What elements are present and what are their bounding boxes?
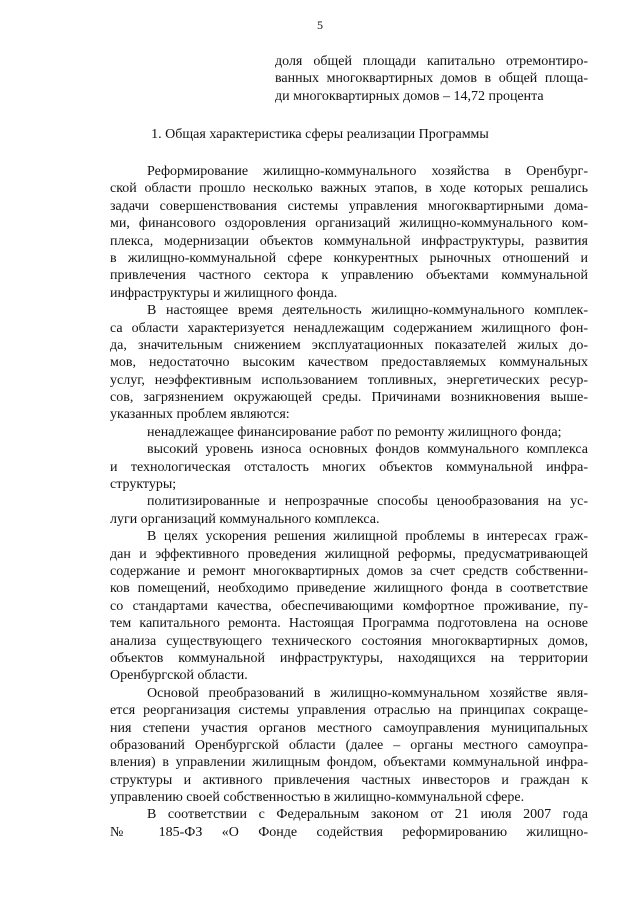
text-line: и технологическая отсталость многих объектов коммунальной инфра- [110,459,588,475]
page-number: 5 [317,18,323,32]
text-line: В целях ускорения решения жилищной проблемы в интересах граж- [147,529,588,545]
text-line: структуры и активного привлечения частных инвесторов и граждан к [110,772,588,788]
text-line: луги организаций коммунального комплекса. [110,511,380,527]
text-line: Основой преобразований в жилищно-коммунальном хозяйстве явля- [147,685,588,701]
text-line: объектов коммунальной инфраструктуры, находящихся на территории [110,650,588,666]
section-title: 1. Общая характеристика сферы реализации Программы [151,127,489,142]
text-line: да, значительным снижением эксплуатационных показателей жилых до- [110,337,588,353]
text-line: ния степени участия органов местного самоуправления муниципальных [110,720,588,736]
text-line: вления) в управлении жилищным фондом, объектами коммунальной инфра- [110,755,588,771]
text-line: ков помещений, необходимо приведение жилищного фонда в соответствие [110,581,588,597]
text-line: Реформирование жилищно-коммунального хозяйства в Оренбург- [147,164,588,179]
text-line: анализа существующего технического состояния многоквартирных домов, [110,633,588,649]
text-line: сов, загрязнением окружающей среды. Причинами возникновения выше- [110,390,588,406]
text-line: са области характеризуется ненадлежащим содержанием жилищного фон- [110,320,588,336]
text-line: со стандартами качества, обеспечивающими комфортное проживание, пу- [110,598,588,614]
text-line: структуры; [110,477,177,493]
text-line: мов, недостаточно высоким качеством предоставляемых коммунальных [110,355,588,371]
indicator-line: доля общей площади капитально отремонтиро- [275,54,588,69]
text-line: № 185-ФЗ «О Фонде содействия реформированию жилищно- [110,824,588,840]
text-line: содержание и ремонт многоквартирных домов за счет средств собственни- [110,563,588,579]
text-line: ми, финансового оздоровления организаций жилищно-коммунального ком- [110,216,588,232]
indicator-line: ванных многоквартирных домов в общей площа- [275,71,588,87]
text-line: высокий уровень износа основных фондов коммунального комплекса [147,442,588,458]
text-line: ется реорганизация системы управления отраслью на принципах сокраще- [110,703,588,719]
text-line: указанных проблем являются: [110,407,290,423]
indicator-block [275,53,588,105]
text-line: образований Оренбургской области (далее – органы местного самоупра- [110,737,588,753]
indicator-line: ди многоквартирных домов – 14,72 процента [275,88,544,104]
text-line: В соответствии с Федеральным законом от 21 июля 2007 года [147,807,588,823]
text-line: тем капитального ремонта. Настоящая Программа подготовлена на основе [110,616,588,632]
text-line: управлению своей собственностью в жилищно-коммунальной сфере. [110,790,525,806]
text-line: В настоящее время деятельность жилищно-коммунального комплек- [147,303,588,319]
text-line: инфраструктуры и жилищного фонда. [110,285,338,301]
text-line: политизированные и непрозрачные способы ценообразования на ус- [147,494,588,510]
text-line: Оренбургской области. [110,668,248,684]
text-line: дан и эффективного проведения жилищной реформы, предусматривающей [110,546,588,562]
text-line: плекса, модернизации объектов коммунальной инфраструктуры, развития [110,233,588,249]
body-text [110,163,588,841]
text-line: ской области прошло несколько важных этапов, в ходе которых решались [110,181,588,197]
text-line: задачи совершенствования системы управления многоквартирными дома- [110,198,588,214]
text-line: привлечения частного сектора к управлению объектами коммунальной [110,268,588,284]
text-line: в жилищно-коммунальной сфере конкурентных рыночных отношений и [110,250,588,266]
text-line: услуг, неэффективным использованием топливных, энергетических ресур- [110,372,588,388]
text-line: ненадлежащее финансирование работ по ремонту жилищного фонда; [147,424,562,440]
